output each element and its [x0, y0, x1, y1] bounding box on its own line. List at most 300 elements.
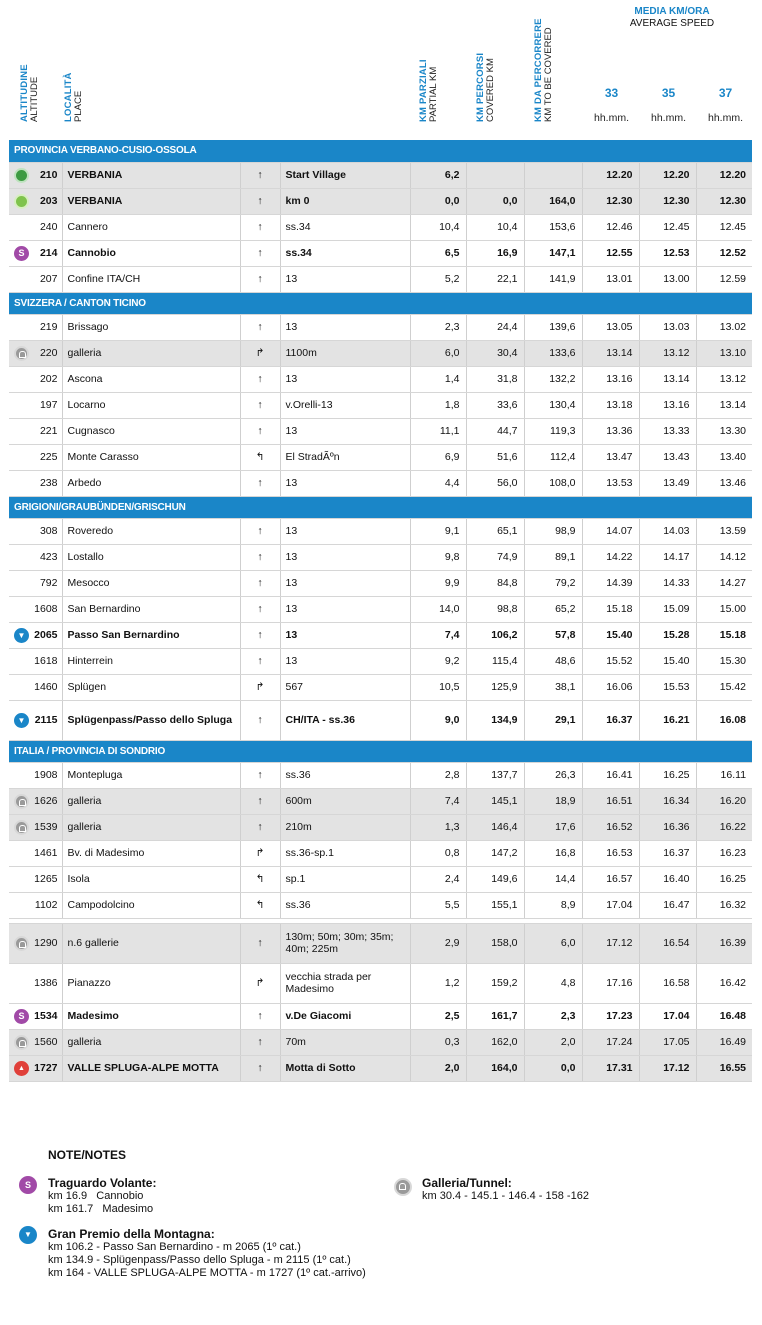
time-35-cell: 13.03	[639, 314, 696, 340]
covered-km-cell: 147,2	[466, 840, 524, 866]
table-row	[9, 570, 752, 596]
time-35-cell: 16.54	[639, 923, 696, 963]
partial-km-cell: 10,4	[410, 214, 466, 240]
time-35-cell: 15.09	[639, 596, 696, 622]
altitude-value: 214	[39, 247, 58, 259]
place-cell: Hinterrein	[62, 648, 240, 674]
time-33-cell: 15.40	[582, 622, 639, 648]
time-35-cell: 16.37	[639, 840, 696, 866]
time-37-cell: 12.20	[696, 162, 752, 188]
time-35-cell: 13.33	[639, 418, 696, 444]
table-row	[9, 963, 752, 1003]
partial-km-cell: 0,3	[410, 1029, 466, 1055]
table-row	[9, 518, 752, 544]
table-row	[9, 892, 752, 918]
covered-km-cell: 33,6	[466, 392, 524, 418]
altitude-cell	[9, 214, 62, 240]
altitude-value: 1534	[34, 1010, 58, 1022]
altitude-value: 219	[39, 321, 58, 333]
time-33-cell: 17.24	[582, 1029, 639, 1055]
altitude-value: 1539	[34, 821, 58, 833]
covered-km-cell: 65,1	[466, 518, 524, 544]
km-to-cover-cell: 6,0	[524, 923, 582, 963]
covered-km-cell: 134,9	[466, 700, 524, 740]
direction-icon: ↑	[240, 596, 280, 622]
partial-km-cell: 9,9	[410, 570, 466, 596]
tunnel-note-line: km 30.4 - 145.1 - 146.4 - 158 -162	[422, 1190, 589, 1202]
time-35-cell: 16.25	[639, 762, 696, 788]
speed-37: 37	[718, 86, 733, 100]
altitude-value: 1618	[34, 655, 58, 667]
altitude-value: 202	[39, 373, 58, 385]
section-label: SVIZZERA / CANTON TICINO	[9, 292, 752, 314]
road-note-cell: ss.36	[280, 892, 410, 918]
direction-icon: ↑	[240, 314, 280, 340]
sprint-note-title: Traguardo Volante:	[48, 1176, 157, 1190]
time-35-cell: 12.53	[639, 240, 696, 266]
covered-km-cell: 164,0	[466, 1055, 524, 1081]
time-33-cell: 13.47	[582, 444, 639, 470]
km-to-cover-cell: 65,2	[524, 596, 582, 622]
altitude-cell	[9, 544, 62, 570]
altitude-cell	[9, 340, 62, 366]
partial-km-cell: 2,5	[410, 1003, 466, 1029]
place-cell: Cannero	[62, 214, 240, 240]
altitude-value: 2115	[34, 714, 58, 726]
road-note-cell: km 0	[280, 188, 410, 214]
time-37-cell: 12.30	[696, 188, 752, 214]
time-33-cell: 13.05	[582, 314, 639, 340]
table-row	[9, 1055, 752, 1081]
altitude-value: 207	[39, 273, 58, 285]
km-to-cover-cell: 119,3	[524, 418, 582, 444]
section-label: GRIGIONI/GRAUBÜNDEN/GRISCHUN	[9, 496, 752, 518]
time-33-cell: 13.01	[582, 266, 639, 292]
altitude-value: 1626	[34, 795, 58, 807]
altitude-value: 1608	[34, 603, 58, 615]
time-37-cell: 16.11	[696, 762, 752, 788]
tunnel-icon	[14, 820, 29, 835]
altitude-value: 221	[39, 425, 58, 437]
km-to-cover-cell: 29,1	[524, 700, 582, 740]
place-cell: Locarno	[62, 392, 240, 418]
place-cell: Cannobio	[62, 240, 240, 266]
table-row	[9, 366, 752, 392]
table-row	[9, 648, 752, 674]
altitude-cell	[9, 892, 62, 918]
table-row	[9, 240, 752, 266]
covered-km-cell: 149,6	[466, 866, 524, 892]
time-37-cell: 13.46	[696, 470, 752, 496]
place-cell: Roveredo	[62, 518, 240, 544]
km-to-cover-cell	[524, 162, 582, 188]
time-33-cell: 12.55	[582, 240, 639, 266]
direction-icon: ↑	[240, 266, 280, 292]
time-35-cell: 17.04	[639, 1003, 696, 1029]
table-row	[9, 392, 752, 418]
partial-km-cell: 14,0	[410, 596, 466, 622]
altitude-cell	[9, 418, 62, 444]
km-to-cover-cell: 18,9	[524, 788, 582, 814]
km-to-cover-cell: 38,1	[524, 674, 582, 700]
time-37-cell: 13.12	[696, 366, 752, 392]
table-row	[9, 674, 752, 700]
km-to-cover-cell: 132,2	[524, 366, 582, 392]
covered-km-cell: 98,8	[466, 596, 524, 622]
road-note-cell: Motta di Sotto	[280, 1055, 410, 1081]
partial-km-cell: 9,0	[410, 700, 466, 740]
altitude-cell	[9, 762, 62, 788]
direction-icon: ↑	[240, 392, 280, 418]
partial-km-cell: 5,2	[410, 266, 466, 292]
road-note-cell: 130m; 50m; 30m; 35m; 40m; 225m	[280, 923, 410, 963]
altitude-value: 1290	[34, 937, 58, 949]
place-cell: galleria	[62, 814, 240, 840]
table-row	[9, 622, 752, 648]
altitude-cell	[9, 188, 62, 214]
time-37-cell: 15.00	[696, 596, 752, 622]
partial-km-cell: 2,0	[410, 1055, 466, 1081]
road-note-cell: 13	[280, 596, 410, 622]
section-label: ITALIA / PROVINCIA DI SONDRIO	[9, 740, 752, 762]
table-row	[9, 444, 752, 470]
time-37-cell: 16.32	[696, 892, 752, 918]
altitude-cell	[9, 366, 62, 392]
table-row	[9, 188, 752, 214]
time-33-cell: 13.36	[582, 418, 639, 444]
direction-icon: ↑	[240, 1055, 280, 1081]
table-row	[9, 840, 752, 866]
time-33-cell: 14.22	[582, 544, 639, 570]
sprint-note-line: km 161.7 Madesimo	[48, 1203, 154, 1215]
altitude-value: 792	[39, 577, 58, 589]
road-note-cell: v.De Giacomi	[280, 1003, 410, 1029]
time-35-cell: 13.16	[639, 392, 696, 418]
tunnel-icon	[14, 936, 29, 951]
time-33-cell: 16.41	[582, 762, 639, 788]
time-35-cell: 16.36	[639, 814, 696, 840]
direction-icon: ↰	[240, 444, 280, 470]
partial-km-cell: 1,3	[410, 814, 466, 840]
speed-35: 35	[661, 86, 676, 100]
time-37-cell: 14.12	[696, 544, 752, 570]
time-33-cell: 16.57	[582, 866, 639, 892]
altitude-cell	[9, 470, 62, 496]
time-37-cell: 12.59	[696, 266, 752, 292]
time-33-cell: 16.06	[582, 674, 639, 700]
km-to-cover-cell: 108,0	[524, 470, 582, 496]
table-row	[9, 762, 752, 788]
partial-km-cell: 0,0	[410, 188, 466, 214]
sprint-note	[48, 1177, 156, 1216]
table-row	[9, 700, 752, 740]
km-to-cover-cell: 48,6	[524, 648, 582, 674]
table-row	[9, 923, 752, 963]
kom-icon	[14, 713, 29, 728]
road-note-cell: 13	[280, 622, 410, 648]
table-row	[9, 596, 752, 622]
start-icon	[14, 168, 29, 183]
km-to-cover-cell: 26,3	[524, 762, 582, 788]
place-cell: Pianazzo	[62, 963, 240, 1003]
kom-note-title: Gran Premio della Montagna:	[48, 1227, 215, 1241]
altitude-value: 1265	[34, 873, 58, 885]
altitude-value: 1727	[34, 1062, 58, 1074]
altitude-cell	[9, 314, 62, 340]
covered-km-cell: 31,8	[466, 366, 524, 392]
road-note-cell: 13	[280, 266, 410, 292]
road-note-cell: 13	[280, 570, 410, 596]
altitude-value: 308	[39, 525, 58, 537]
place-cell: Madesimo	[62, 1003, 240, 1029]
altitude-value: 1461	[34, 847, 58, 859]
altitude-cell	[9, 162, 62, 188]
altitude-cell	[9, 240, 62, 266]
time-33-cell: 16.52	[582, 814, 639, 840]
place-cell: VERBANIA	[62, 162, 240, 188]
direction-icon: ↑	[240, 622, 280, 648]
time-unit: hh.mm.	[650, 112, 686, 124]
tunnel-note	[422, 1177, 589, 1203]
time-35-cell: 16.58	[639, 963, 696, 1003]
altitude-value: 1560	[34, 1036, 58, 1048]
covered-km-cell: 56,0	[466, 470, 524, 496]
partial-km-cell: 2,8	[410, 762, 466, 788]
sprint-icon	[19, 1176, 37, 1194]
km-to-cover-cell: 2,0	[524, 1029, 582, 1055]
covered-km-cell	[466, 162, 524, 188]
altitude-cell	[9, 840, 62, 866]
direction-icon: ↱	[240, 840, 280, 866]
time-33-cell: 17.16	[582, 963, 639, 1003]
covered-km-cell: 145,1	[466, 788, 524, 814]
time-33-cell: 13.18	[582, 392, 639, 418]
time-33-cell: 17.04	[582, 892, 639, 918]
km-to-cover-cell: 4,8	[524, 963, 582, 1003]
partial-km-cell: 1,4	[410, 366, 466, 392]
table-row	[9, 544, 752, 570]
road-note-cell: 13	[280, 314, 410, 340]
time-35-cell: 13.43	[639, 444, 696, 470]
place-cell: Bv. di Madesimo	[62, 840, 240, 866]
table-row	[9, 788, 752, 814]
time-35-cell: 12.45	[639, 214, 696, 240]
place-cell: Isola	[62, 866, 240, 892]
time-37-cell: 16.39	[696, 923, 752, 963]
km-to-cover-cell: 147,1	[524, 240, 582, 266]
altitude-value: 423	[39, 551, 58, 563]
place-cell: galleria	[62, 788, 240, 814]
road-note-cell: 70m	[280, 1029, 410, 1055]
time-33-cell: 12.30	[582, 188, 639, 214]
direction-icon: ↑	[240, 366, 280, 392]
partial-km-cell: 9,1	[410, 518, 466, 544]
time-33-cell: 12.20	[582, 162, 639, 188]
time-37-cell: 13.59	[696, 518, 752, 544]
zero-icon	[14, 194, 29, 209]
altitude-cell	[9, 1029, 62, 1055]
time-33-cell: 16.53	[582, 840, 639, 866]
place-cell: Campodolcino	[62, 892, 240, 918]
place-cell: Brissago	[62, 314, 240, 340]
sprint-icon	[14, 1009, 29, 1024]
time-35-cell: 15.53	[639, 674, 696, 700]
partial-km-header: KM PARZIALI PARTIAL KM	[418, 59, 439, 122]
altitude-cell	[9, 518, 62, 544]
altitude-cell	[9, 266, 62, 292]
direction-icon: ↑	[240, 762, 280, 788]
place-cell: Lostallo	[62, 544, 240, 570]
tunnel-note-title: Galleria/Tunnel:	[422, 1176, 512, 1190]
partial-km-cell: 1,8	[410, 392, 466, 418]
time-37-cell: 13.40	[696, 444, 752, 470]
table-row	[9, 814, 752, 840]
section-header	[9, 740, 752, 762]
table-row	[9, 1029, 752, 1055]
road-note-cell: CH/ITA - ss.36	[280, 700, 410, 740]
covered-km-cell: 10,4	[466, 214, 524, 240]
partial-km-cell: 0,8	[410, 840, 466, 866]
direction-icon: ↑	[240, 1003, 280, 1029]
road-note-cell: vecchia strada per Madesimo	[280, 963, 410, 1003]
partial-km-cell: 6,2	[410, 162, 466, 188]
covered-km-cell: 22,1	[466, 266, 524, 292]
altitude-cell	[9, 1003, 62, 1029]
covered-km-cell: 161,7	[466, 1003, 524, 1029]
kom-note	[48, 1228, 368, 1280]
partial-km-cell: 11,1	[410, 418, 466, 444]
direction-icon: ↑	[240, 214, 280, 240]
covered-km-cell: 106,2	[466, 622, 524, 648]
road-note-cell: 210m	[280, 814, 410, 840]
altitude-value: 2065	[34, 629, 58, 641]
direction-icon: ↰	[240, 866, 280, 892]
place-cell: Passo San Bernardino	[62, 622, 240, 648]
time-35-cell: 13.00	[639, 266, 696, 292]
covered-km-cell: 16,9	[466, 240, 524, 266]
road-note-cell: v.Orelli-13	[280, 392, 410, 418]
time-37-cell: 16.55	[696, 1055, 752, 1081]
time-37-cell: 16.42	[696, 963, 752, 1003]
place-cell: Ascona	[62, 366, 240, 392]
time-unit: hh.mm.	[593, 112, 629, 124]
direction-icon: ↑	[240, 544, 280, 570]
road-note-cell: 600m	[280, 788, 410, 814]
covered-km-cell: 159,2	[466, 963, 524, 1003]
tunnel-icon	[14, 1035, 29, 1050]
time-37-cell: 13.30	[696, 418, 752, 444]
table-row	[9, 1003, 752, 1029]
road-note-cell: ss.36	[280, 762, 410, 788]
time-35-cell: 13.14	[639, 366, 696, 392]
road-note-cell: Start Village	[280, 162, 410, 188]
altitude-value: 203	[39, 195, 58, 207]
km-to-cover-cell: 133,6	[524, 340, 582, 366]
partial-km-cell: 7,4	[410, 622, 466, 648]
time-33-cell: 14.07	[582, 518, 639, 544]
table-row	[9, 314, 752, 340]
table-row	[9, 266, 752, 292]
direction-icon: ↱	[240, 674, 280, 700]
km-to-cover-cell: 79,2	[524, 570, 582, 596]
time-35-cell: 14.33	[639, 570, 696, 596]
partial-km-cell: 6,9	[410, 444, 466, 470]
time-unit: hh.mm.	[707, 112, 743, 124]
time-35-cell: 14.17	[639, 544, 696, 570]
covered-km-header: KM PERCORSI COVERED KM	[475, 52, 496, 122]
km-to-cover-cell: 98,9	[524, 518, 582, 544]
direction-icon: ↑	[240, 814, 280, 840]
altitude-value: 220	[39, 347, 58, 359]
partial-km-cell: 6,5	[410, 240, 466, 266]
time-33-cell: 17.23	[582, 1003, 639, 1029]
altitude-value: 1386	[34, 977, 58, 989]
partial-km-cell: 6,0	[410, 340, 466, 366]
direction-icon: ↑	[240, 1029, 280, 1055]
section-label: PROVINCIA VERBANO-CUSIO-OSSOLA	[9, 140, 752, 162]
altitude-cell	[9, 923, 62, 963]
place-cell: n.6 gallerie	[62, 923, 240, 963]
partial-km-cell: 2,4	[410, 866, 466, 892]
place-cell: Cugnasco	[62, 418, 240, 444]
time-33-cell: 15.52	[582, 648, 639, 674]
road-note-cell: El StradÃºn	[280, 444, 410, 470]
covered-km-cell: 84,8	[466, 570, 524, 596]
time-37-cell: 15.42	[696, 674, 752, 700]
table-row	[9, 418, 752, 444]
covered-km-cell: 24,4	[466, 314, 524, 340]
covered-km-cell: 30,4	[466, 340, 524, 366]
place-cell: Monte Carasso	[62, 444, 240, 470]
time-37-cell: 16.25	[696, 866, 752, 892]
time-37-cell: 16.48	[696, 1003, 752, 1029]
time-35-cell: 16.34	[639, 788, 696, 814]
time-33-cell: 13.53	[582, 470, 639, 496]
altitude-header: ALTITUDINE ALTITUDE	[19, 64, 40, 122]
average-speed-header: MEDIA KM/ORA AVERAGE SPEED	[629, 6, 715, 29]
tunnel-icon	[14, 794, 29, 809]
time-33-cell: 16.37	[582, 700, 639, 740]
altitude-cell	[9, 700, 62, 740]
altitude-value: 1102	[34, 899, 58, 911]
partial-km-cell: 1,2	[410, 963, 466, 1003]
place-cell: Arbedo	[62, 470, 240, 496]
place-cell: Splügenpass/Passo dello Spluga	[62, 700, 240, 740]
km-to-cover-cell: 0,0	[524, 1055, 582, 1081]
direction-icon: ↱	[240, 340, 280, 366]
covered-km-cell: 146,4	[466, 814, 524, 840]
section-header	[9, 496, 752, 518]
tunnel-icon	[14, 346, 29, 361]
road-note-cell: 13	[280, 366, 410, 392]
time-35-cell: 15.40	[639, 648, 696, 674]
direction-icon: ↑	[240, 570, 280, 596]
time-35-cell: 13.12	[639, 340, 696, 366]
covered-km-cell: 158,0	[466, 923, 524, 963]
road-note-cell: sp.1	[280, 866, 410, 892]
partial-km-cell: 9,2	[410, 648, 466, 674]
km-to-cover-cell: 14,4	[524, 866, 582, 892]
direction-icon: ↰	[240, 892, 280, 918]
altitude-value: 238	[39, 477, 58, 489]
time-37-cell: 16.08	[696, 700, 752, 740]
section-header	[9, 292, 752, 314]
time-33-cell: 17.31	[582, 1055, 639, 1081]
km-to-cover-cell: 153,6	[524, 214, 582, 240]
tunnel-icon	[394, 1178, 412, 1196]
altitude-cell	[9, 674, 62, 700]
section-header	[9, 140, 752, 162]
